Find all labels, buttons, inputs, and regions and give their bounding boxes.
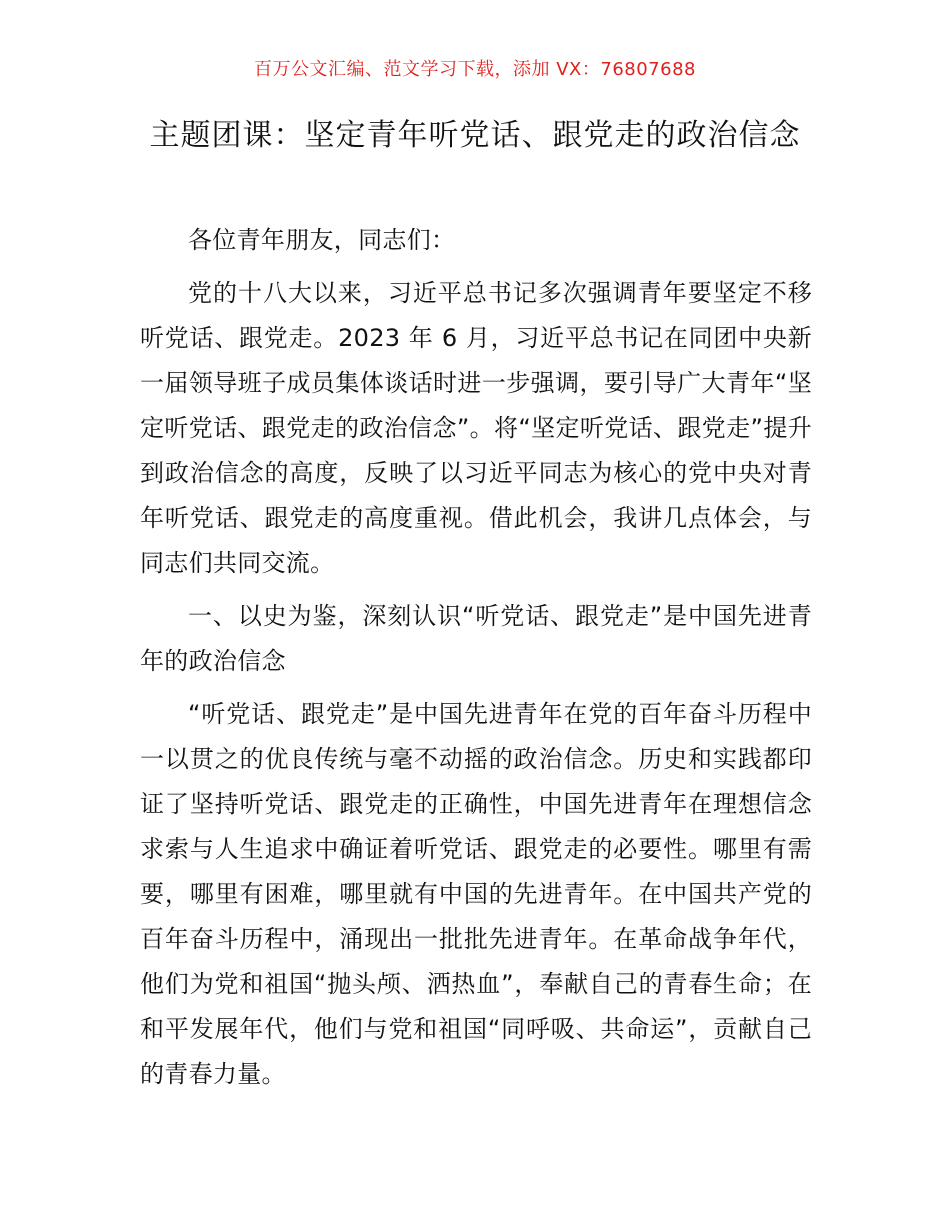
document-title: 主题团课：坚定青年听党话、跟党走的政治信念	[149, 118, 801, 153]
header-banner: 百万公文汇编、范文学习下载，添加 VX：76807688	[254, 59, 696, 80]
body-paragraph: “听党话、跟党走”是中国先进青年在党的百年奋斗历程中一以贯之的优良传统与毫不动摇的政治信念。历史和实践都印证了坚持听党话、跟党走的正确性，中国先进青年在理想信念求索与人生追求中确证着听党话、跟党走的必要性。哪里有需要，哪里有困难，哪里就有中国的先进青年。在中国共产党的百年奋斗历程中，涌现出一批批先进青年。在革命战争年代，他们为党和祖国“抛头颅、洒热血”，奉献自己的青春生命；在和平发展年代，他们与党和祖国“同呼吸、共命运”，贡献自己的青春力量。	[140, 700, 812, 1088]
section-heading-1: 一、以史为鉴，深刻认识“听党话、跟党走”是中国先进青年的政治信念	[140, 602, 812, 675]
intro-paragraph: 党的十八大以来，习近平总书记多次强调青年要坚定不移听党话、跟党走。2023 年 6 月，习近平总书记在同团中央新一届领导班子成员集体谈话时进一步强调，要引导广大青年“坚定听党话、跟党走的政治信念”。将“坚定听党话、跟党走”提升到政治信念的高度，反映了以习近平同志为核心的党中央对青年听党话、跟党走的高度重视。借此机会，我讲几点体会，与同志们共同交流。	[140, 279, 812, 577]
salutation-paragraph: 各位青年朋友，同志们：	[188, 226, 456, 254]
document-body	[140, 218, 812, 1105]
